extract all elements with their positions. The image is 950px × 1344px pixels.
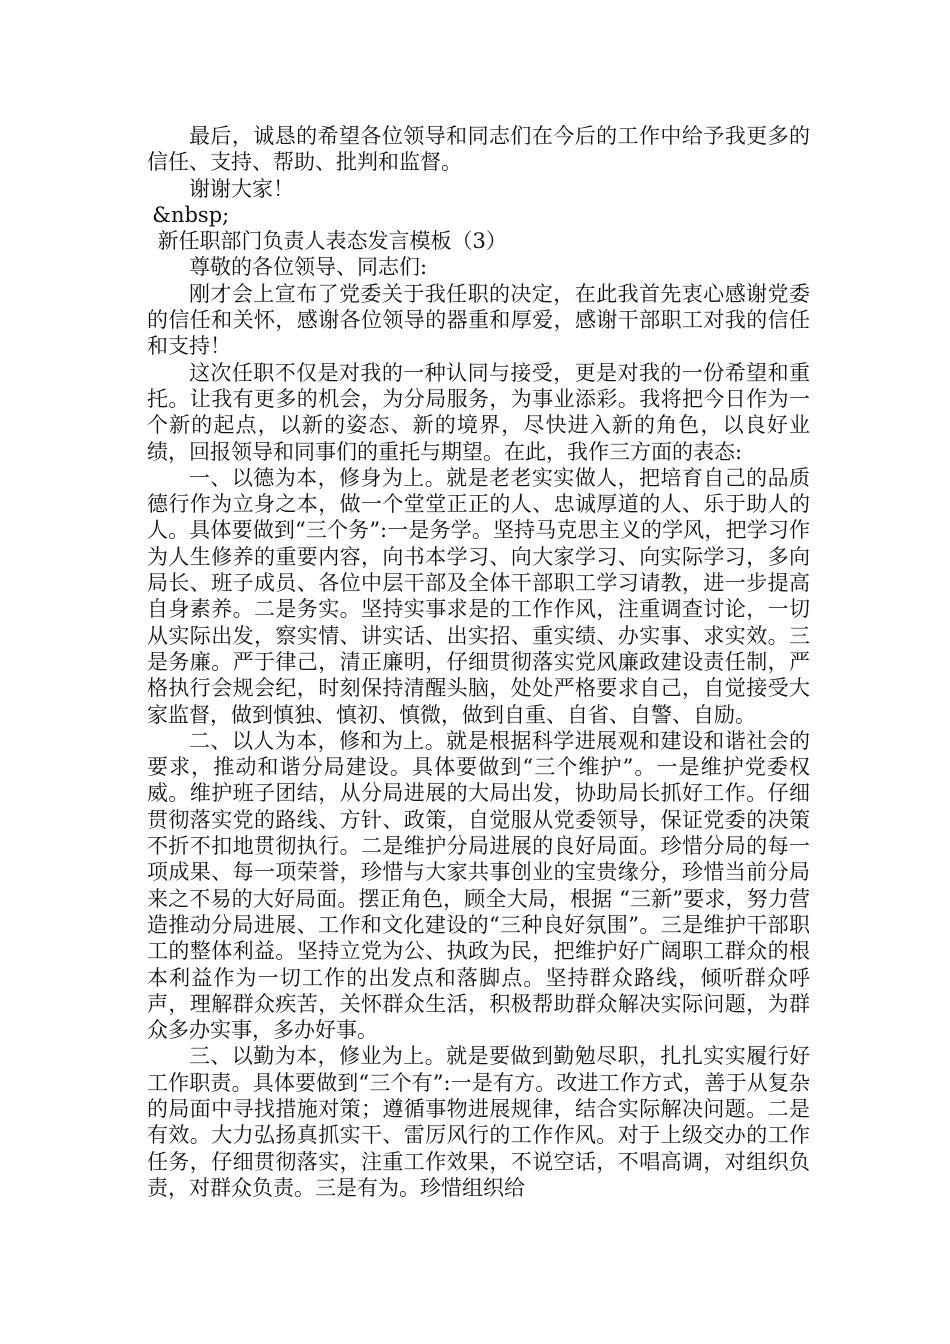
paragraph-intro: 这次任职不仅是对我的一种认同与接受，更是对我的一份希望和重托。让我有更多的机会，为分局服务，为事业添彩。我将把今日作为一个新的起点，以新的姿态、新的境界，尽快进入新的角色，以良好业绩，回报领导和同事们的重托与期望。在此，我作三方面的表态: [147, 360, 810, 464]
paragraph-thanks: 谢谢大家！ [189, 176, 294, 201]
paragraph-gratitude: 刚才会上宣布了党委关于我任职的决定，在此我首先衷心感谢党委的信任和关怀，感谢各位领导的器重和厚爱，感谢干部职工对我的信任和支持！ [147, 281, 810, 359]
paragraph-salutation: 尊敬的各位领导、同志们: [189, 255, 428, 280]
paragraph-point-three: 三、以勤为本，修业为上。就是要做到勤勉尽职，扎扎实实履行好工作职责。具体要做到“三个有”:一是有方。改进工作方式，善于从复杂的局面中寻找措施对策；遵循事物进展规律，结合实际解决问题。二是有效。大力弘扬真抓实干、雷厉风行的工作作风。对于上级交办的工作任务，仔细贯彻落实，注重工作效果，不说空话，不唱高调，对组织负责，对群众负责。三是有为。珍惜组织给 [147, 1044, 810, 1200]
paragraph-point-two: 二、以人为本，修和为上。就是根据科学进展观和建设和谐社会的要求，推动和谐分局建设。具体要做到“三个维护”。一是维护党委权威。维护班子团结，从分局进展的大局出发，协助局长抓好工作。仔细贯彻落实党的路线、方针、政策，自觉服从党委领导，保证党委的决策不折不扣地贯彻执行。二是维护分局进展的良好局面。珍惜分局的每一项成果、每一项荣誉，珍惜与大家共事创业的宝贵缘分，珍惜当前分局来之不易的大好局面。摆正角色，顾全大局，根据 “三新”要求，努力营造推动分局进展、工作和文化建设的“三种良好氛围”。三是维护干部职工的整体利益。坚持立党为公、执政为民，把维护好广阔职工群众的根本利益作为一切工作的出发点和落脚点。坚持群众路线，倾听群众呼声，理解群众疾苦，关怀群众生活，积极帮助群众解决实际问题，为群众多办实事，多办好事。 [147, 728, 810, 1043]
paragraph-closing-request: 最后，诚恳的希望各位领导和同志们在今后的工作中给予我更多的信任、支持、帮助、批判和监督。 [147, 124, 810, 175]
document-body [147, 123, 810, 1201]
paragraph-nbsp-artifact: &nbsp; [152, 202, 230, 227]
paragraph-point-one: 一、以德为本，修身为上。就是老老实实做人，把培育自己的品质德行作为立身之本，做一个堂堂正正的人、忠诚厚道的人、乐于助人的人。具体要做到“三个务”:一是务学。坚持马克思主义的学风，把学习作为人生修养的重要内容，向书本学习、向大家学习、向实际学习，多向局长、班子成员、各位中层干部及全体干部职工学习请教，进一步提高自身素养。二是务实。坚持实事求是的工作作风，注重调查讨论，一切从实际出发，察实情、讲实话、出实招、重实绩、办实事、求实效。三是务廉。严于律己，清正廉明，仔细贯彻落实党风廉政建设责任制，严格执行会规会纪，时刻保持清醒头脑，处处严格要求自己，自觉接受大家监督，做到慎独、慎初、慎微，做到自重、自省、自警、自励。 [147, 465, 810, 727]
section-title: 新任职部门负责人表态发言模板（3） [157, 229, 507, 254]
